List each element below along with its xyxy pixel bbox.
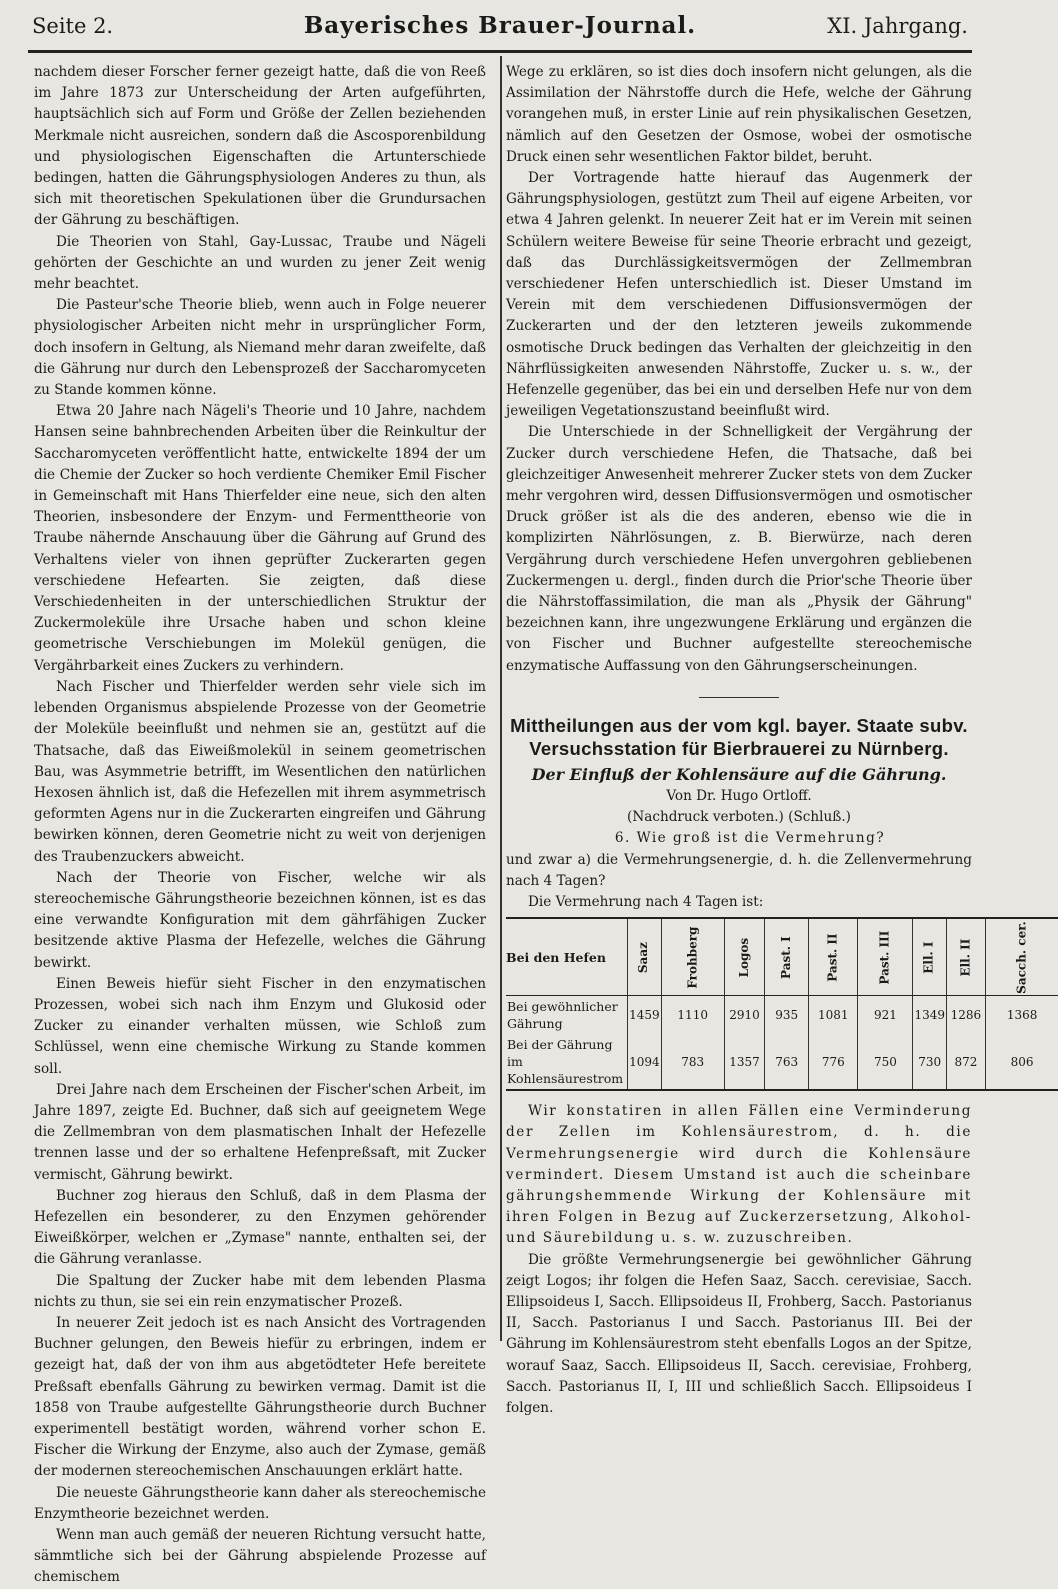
table-header-row xyxy=(506,918,1058,996)
column-header xyxy=(985,918,1058,996)
row-label: Bei gewöhnlicher Gährung xyxy=(507,999,618,1032)
table-cell: 1110 xyxy=(661,996,724,1035)
table-cell: 872 xyxy=(946,1034,985,1090)
paragraph: Die größte Vermehrungsenergie bei gewöhnlicher Gährung zeigt Logos; ihr folgen die Hefen Saaz, Sacch. cerevisiae, Sacch. Ellipsoideus I, Sacch. Ellipsoideus II, Frohberg, Sacch. Pastorianus II, Sacch. Pastorianus I und Sacch. Pastorianus III. Bei der Gährung im Kohlensäurestrom steht ebenfalls Logos an der Spitze, worauf Saaz, Sacch. Ellipsoideus II, Sacch. cerevisiae, Frohberg, Sacch. Pastorianus II, I, III und schließlich Sacch. Ellipsoideus I folgen. xyxy=(506,1251,972,1416)
paragraph: Die Theorien von Stahl, Gay-Lussac, Traube und Nägeli gehörten der Geschichte an und wurden zu jener Zeit wenig mehr beachtet. xyxy=(34,233,486,293)
header-rule xyxy=(28,50,972,53)
paragraph: Die Unterschiede in der Schnelligkeit der Vergährung der Zucker durch verschiedene Hefen, die Thatsache, daß bei gleichzeitiger Anwesenheit mehrerer Zucker stets von dem Zucker mehr vergohren wird, dessen Diffusionsvermögen und osmotischer Druck größer ist als die des anderen, ebenso wie die in komplizirten Nährlösungen, z. B. Bierwürze, nach deren Vergährung durch verschiedene Hefen unvergohren gebliebenen Zuckermengen u. dergl., finden durch die Prior'sche Theorie über die Nährstoffassimilation, die man als „Physik der Gährung" bezeichnen kann, ihre ungezwungene Erklärung und ergänzen die von Fischer und Buchner aufgestellte stereochemische enzymatische Auffassung von den Gährungserscheinungen. xyxy=(506,424,972,674)
column-label: Ell. II xyxy=(958,938,973,977)
column-label: Past. II xyxy=(825,932,840,982)
section-separator xyxy=(699,697,779,698)
column-label: Ell. I xyxy=(921,940,936,974)
table-cell: 730 xyxy=(913,1034,947,1090)
column-header xyxy=(661,918,724,996)
paragraph: Drei Jahre nach dem Erscheinen der Fischer'schen Arbeit, im Jahre 1897, zeigte Ed. Buchner, daß sich auf geeignetem Wege die Zellmembran von dem plasmatischen Inhalt der Hefezelle trennen lasse und der so erhaltene Hefenpreßsaft, mit Zucker vermischt, Gährung bewirkt. xyxy=(34,1081,486,1183)
table-cell: 1368 xyxy=(985,996,1058,1035)
table-cell: 1081 xyxy=(809,996,858,1035)
table-cell: 935 xyxy=(765,996,809,1035)
article-author: Von Dr. Hugo Ortloff. xyxy=(666,787,812,804)
table-cell: 1357 xyxy=(724,1034,765,1090)
column-label: Past. III xyxy=(877,930,892,985)
paragraph: Wege zu erklären, so ist dies doch insofern nicht gelungen, als die Assimilation der Nährstoffe durch die Hefe, welche der Gährung vorangehen muß, in erster Linie auf rein physikalischen Gesetzen, nämlich auf den Gesetzen der Osmose, wobei der osmotische Druck einen sehr wesentlichen Faktor bildet, beruht. xyxy=(506,64,972,165)
article-title: Der Einfluß der Kohlensäure auf die Gährung. xyxy=(531,764,947,784)
paragraph: nachdem dieser Forscher ferner gezeigt hatte, daß die von Reeß im Jahre 1873 zur Unterscheidung der Arten aufgeführten, hauptsächlich sich auf Form und Größe der Zellen beziehenden Merkmale nicht ausreichen, sondern daß die Ascosporenbildung und physiologischen Eigenschaften die Artunterschiede bedingen, hatten die Gährungsphysiologen Anderes zu thun, als sich mit theoretischen Spekulationen über die Grundursachen der Gährung zu beschäftigen. xyxy=(34,64,486,229)
column-header xyxy=(946,918,985,996)
table-cell: 1349 xyxy=(913,996,947,1035)
paragraph: Wir konstatiren in allen Fällen eine Verminderung der Zellen im Kohlensäurestrom, d. h. die Vermehrungsenergie wird durch die Kohlensäure vermindert. Diesem Umstand ist auch die scheinbare gährungshemmende Wirkung der Kohlensäure mit ihren Folgen in Bezug auf Zuckerzersetzung, Alkohol- und Säurebildung u. s. w. zuzuschreiben. xyxy=(506,1103,972,1247)
paragraph: Nach der Theorie von Fischer, welche wir als stereochemische Gährungstheorie bezeichnen können, ist es das eine verwandte Konfiguration mit dem gährfähigen Zucker besitzende aktive Plasma der Hefezelle, welches die Gährung bewirkt. xyxy=(34,869,486,971)
journal-title: Bayerisches Brauer-Journal. xyxy=(303,12,697,39)
column-header xyxy=(858,918,913,996)
question-heading: 6. Wie groß ist die Vermehrung? xyxy=(614,830,886,847)
column-label: Saaz xyxy=(636,941,651,973)
table-cell: 783 xyxy=(661,1034,724,1090)
page-number: Seite 2. xyxy=(32,14,114,38)
article-note: (Nachdruck verboten.) (Schluß.) xyxy=(627,809,851,826)
left-column xyxy=(34,62,486,1589)
table-cell: 763 xyxy=(765,1034,809,1090)
paragraph: Der Vortragende hatte hierauf das Augenmerk der Gährungsphysiologen, gestützt zum Theil auf eigene Arbeiten, vor etwa 4 Jahren gelenkt. In neuerer Zeit hat er im Verein mit seinen Schülern weitere Beweise für seine Theorie erbracht und gezeigt, daß das Durchlässigkeitsvermögen der Zellmembran verschiedener Hefen unterschiedlich ist. Dieser Umstand im Verein mit dem verschiedenen Diffusionsvermögen der Zuckerarten und der den letzteren jeweils zukommende osmotische Druck bedingen das Verhalten der gleichzeitig in den Nährflüssigkeiten anwesenden Nährstoffe, Zucker u. s. w., der Hefenzelle gegenüber, das bei ein und derselben Hefe nur von dem jeweiligen Vegetationszustand beeinflußt wird. xyxy=(506,170,972,420)
row-label: Bei der Gährung im Kohlensäurestrom xyxy=(507,1037,624,1087)
page-header xyxy=(0,0,1000,52)
table-cell: 750 xyxy=(858,1034,913,1090)
paragraph: Die Pasteur'sche Theorie blieb, wenn auch in Folge neuerer physiologischer Arbeiten nicht mehr in ursprünglicher Form, doch insofern in Geltung, als Niemand mehr daran zweifelte, daß die Gährung nur durch den Lebensprozeß der Saccharomyceten zu Stande kommen könne. xyxy=(34,297,486,399)
paragraph: Die Spaltung der Zucker habe mit dem lebenden Plasma nichts zu thun, sie sei ein rein enzymatischer Prozeß. xyxy=(34,1272,486,1310)
table-row xyxy=(506,1034,1058,1090)
column-header xyxy=(628,918,662,996)
row-header-cell: Bei den Hefen xyxy=(506,918,628,996)
paragraph: In neuerer Zeit jedoch ist es nach Ansicht des Vortragenden Buchner gelungen, den Beweis hiefür zu erbringen, indem er gezeigt hat, daß der von ihm aus abgetödteter Hefe bereitete Preßsaft ebenfalls Gährung zu bewirken vermag. Damit ist die 1858 von Traube aufgestellte Gährungstheorie durch Buchner experimentell bestätigt worden, während vorher schon E. Fischer die Wirkung der Enzyme, also auch der Zymase, gemäß der modernen stereochemischen Anschauungen erklärt hatte. xyxy=(34,1314,486,1480)
column-header xyxy=(913,918,947,996)
paragraph: Etwa 20 Jahre nach Nägeli's Theorie und 10 Jahre, nachdem Hansen seine bahnbrechenden Arbeiten über die Reinkultur der Saccharomyceten veröffentlicht hatte, entwickelte 1894 der um die Chemie der Zucker so hoch verdiente Chemiker Emil Fischer in Gemeinschaft mit Hans Thierfelder eine neue, sich den alten Theorien, insbesondere der Enzym- und Fermenttheorie von Traube nähernde Anschauung über die Gährung auf Grund des Verhaltens vieler von ihnen geprüfter Zuckerarten gegen verschiedene Hefearten. Sie zeigten, daß diese Verschiedenheiten in der unterschiedlichen Struktur der Zuckermoleküle ihre Ursache haben und schon kleine geometrische Verschiebungen im Molekül genügen, die Vergährbarkeit eines Zuckers zu verhindern. xyxy=(34,403,486,674)
column-header xyxy=(724,918,765,996)
table-caption: Die Vermehrung nach 4 Tagen ist: xyxy=(528,893,764,910)
table-cell: 1459 xyxy=(628,996,662,1035)
column-header xyxy=(809,918,858,996)
table-cell: 2910 xyxy=(724,996,765,1035)
multiplication-table xyxy=(506,917,1058,1091)
column-header xyxy=(765,918,809,996)
section-title: Mittheilungen aus der vom kgl. bayer. Staate subv. Versuchsstation für Bierbrauerei zu Nürnberg. xyxy=(510,714,968,759)
table-row xyxy=(506,996,1058,1035)
paragraph: Buchner zog hieraus den Schluß, daß in dem Plasma der Hefezellen ein besonderer, zu den Enzymen gehörender Eiweißkörper, welchen er „Zymase" nannte, enthalten sei, der die Gährung veranlasse. xyxy=(34,1187,486,1268)
volume-label: XI. Jahrgang. xyxy=(827,14,968,38)
column-divider xyxy=(500,56,502,1341)
paragraph: Nach Fischer und Thierfelder werden sehr viele sich im lebenden Organismus abspielende Prozesse von der Geometrie der Moleküle beeinflußt und nehmen sie an, gestützt auf die Thatsache, daß das Eiweißmolekül in seinem geometrischen Bau, was Asymmetrie betrifft, im Wesentlichen den natürlichen Hexosen ähnlich ist, daß die Hefezellen mit ihrem asymmetrisch geformten Agens nur in die Zuckerarten eingreifen und Gährung bewirken können, deren Geometrie nicht zu weit von derjenigen des Traubenzuckers abweicht. xyxy=(34,678,486,865)
table-cell: 776 xyxy=(809,1034,858,1090)
table-cell: 806 xyxy=(985,1034,1058,1090)
right-column xyxy=(506,62,1038,1419)
column-label: Logos xyxy=(736,937,751,977)
paragraph: Wenn man auch gemäß der neueren Richtung versucht hatte, sämmtliche sich bei der Gährung abspielende Prozesse auf chemischem xyxy=(34,1527,486,1586)
column-label: Sacch. cer. xyxy=(1014,920,1029,994)
table-cell: 921 xyxy=(858,996,913,1035)
table-cell: 1094 xyxy=(628,1034,662,1090)
column-label: Past. I xyxy=(779,935,794,979)
paragraph: Einen Beweis hiefür sieht Fischer in den enzymatischen Prozessen, wobei sich nach ihm Enzym und Glukosid oder Zucker zu einander verhalten müssen, wie Schloß zum Schlüssel, wenn eine chemische Wirkung zu Stande kommen soll. xyxy=(34,975,486,1077)
column-label: Frohberg xyxy=(685,926,700,989)
question-subtext: und zwar a) die Vermehrungsenergie, d. h. die Zellenvermehrung nach 4 Tagen? xyxy=(506,851,972,889)
table-cell: 1286 xyxy=(946,996,985,1035)
paragraph: Die neueste Gährungstheorie kann daher als stereochemische Enzymtheorie bezeichnet werden. xyxy=(34,1484,486,1522)
